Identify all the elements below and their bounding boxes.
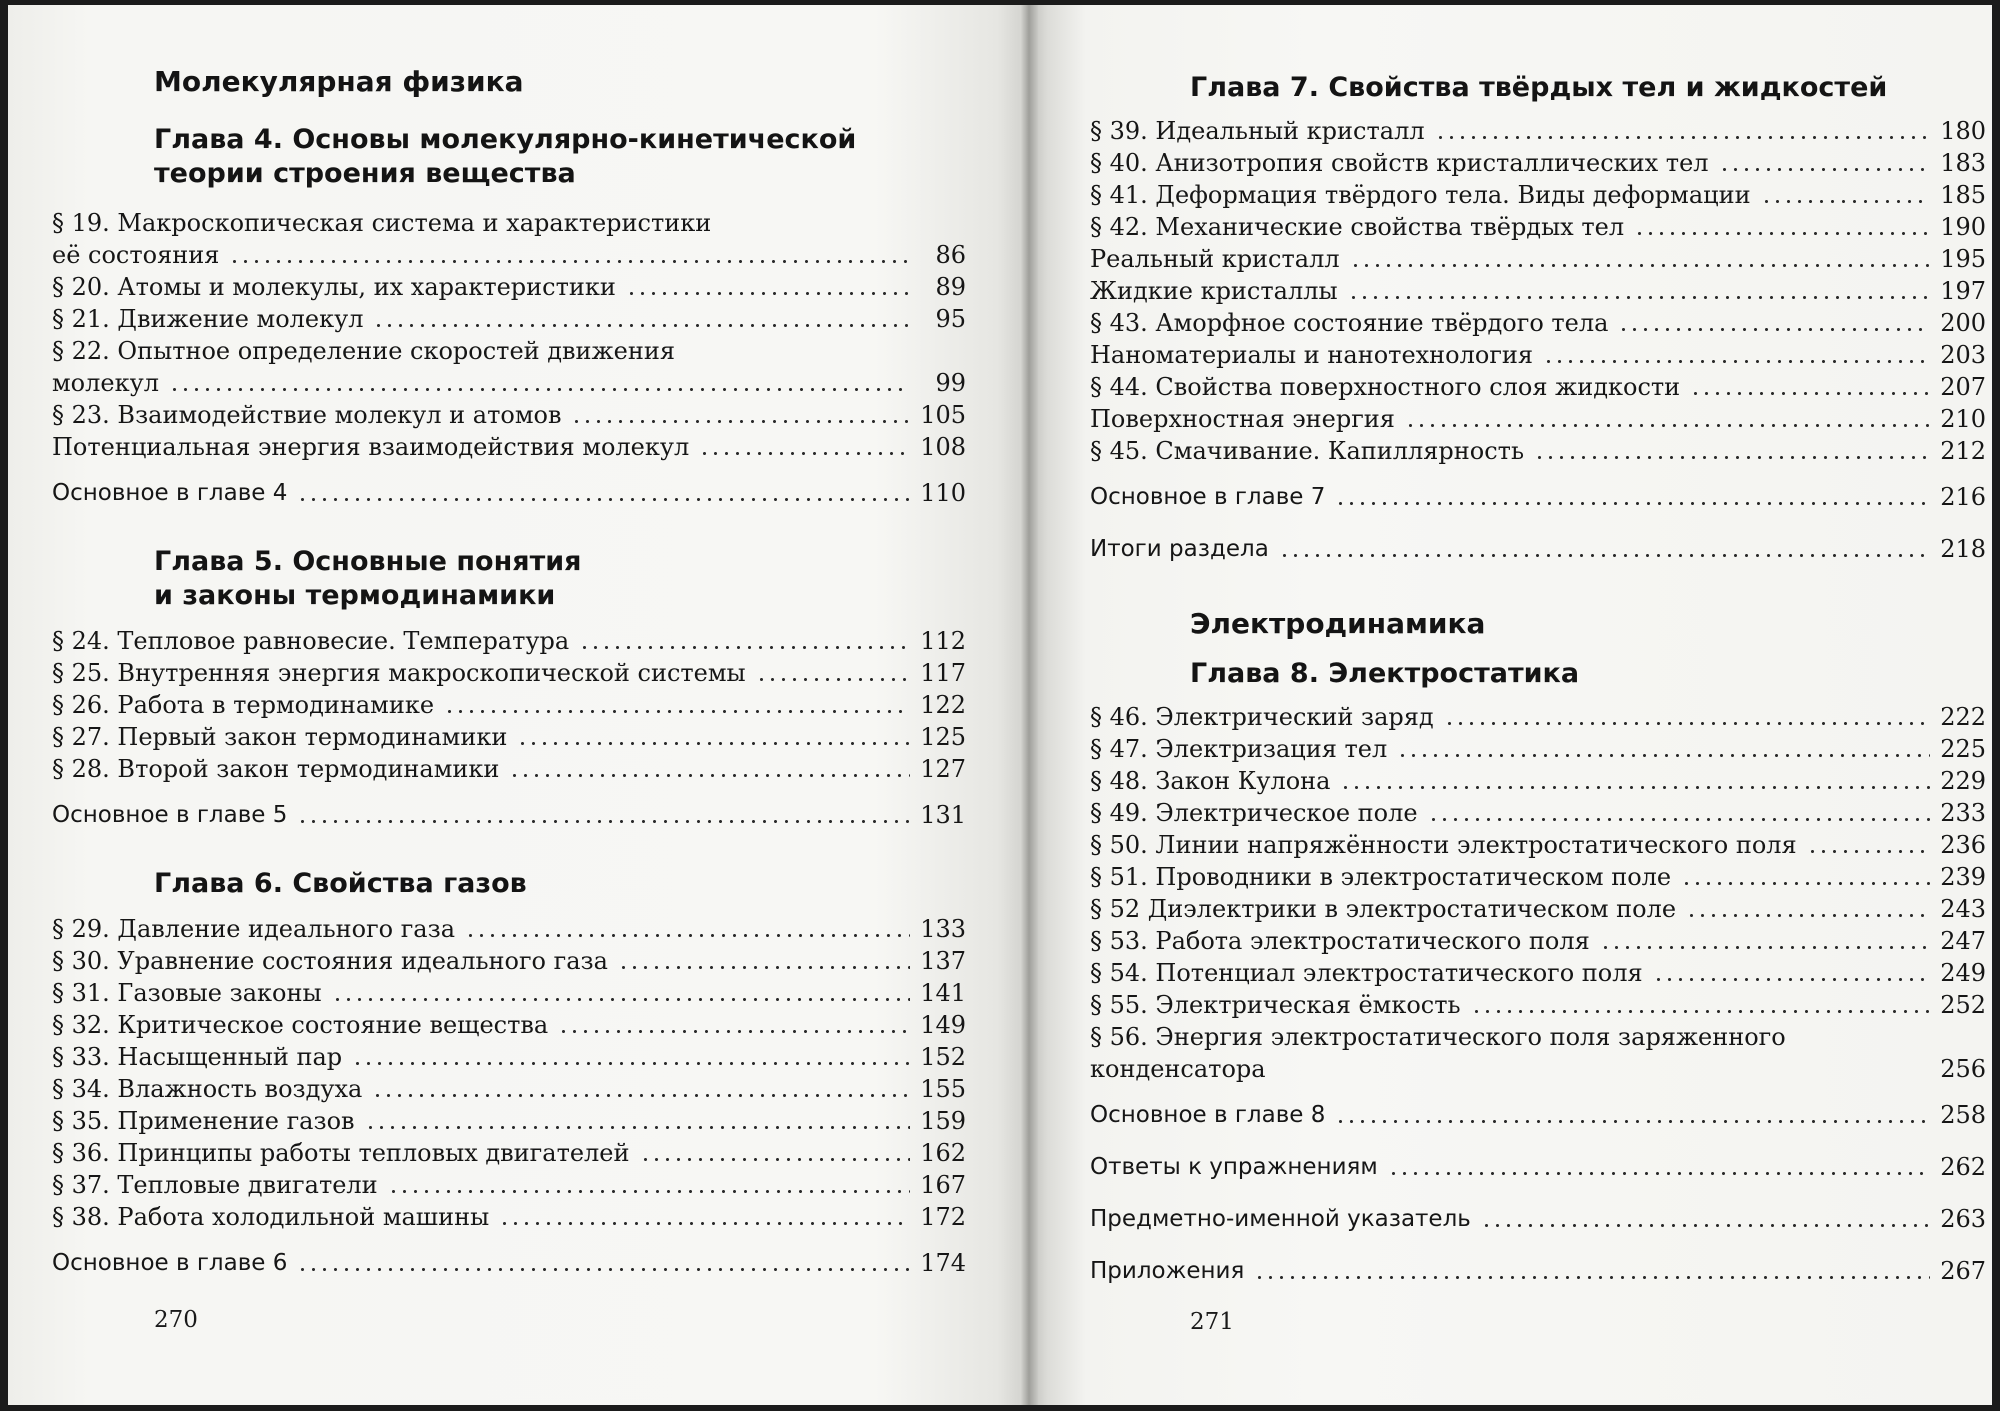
toc-page-number: 222 — [1940, 703, 1986, 731]
toc-page-number: 207 — [1940, 373, 1986, 401]
chapter-title-line: Глава 6. Свойства газов — [154, 868, 527, 899]
toc-entry[interactable] — [52, 625, 966, 657]
leader-dots — [169, 388, 910, 391]
toc-page-number: 247 — [1940, 927, 1986, 955]
toc-entry[interactable] — [52, 271, 966, 303]
chapter-summary-entry[interactable] — [1090, 481, 1986, 513]
leader-dots — [1481, 1224, 1930, 1227]
toc-entry[interactable] — [1090, 701, 1986, 733]
toc-entry-title: § 35. Применение газов — [52, 1107, 355, 1135]
toc-entry-title: § 36. Принципы работы тепловых двигателей — [52, 1139, 630, 1167]
toc-entry[interactable] — [1090, 243, 1986, 275]
toc-entry-title: Основное в главе 7 — [1090, 484, 1326, 510]
toc-entry[interactable] — [1090, 925, 1986, 957]
toc-entry-title: § 46. Электрический заряд — [1090, 703, 1434, 731]
toc-entry-title: § 52 Диэлектрики в электростатическом поле — [1090, 895, 1677, 923]
toc-entry-title: § 42. Механические свойства твёрдых тел — [1090, 213, 1625, 241]
toc-entry[interactable] — [52, 335, 966, 399]
leader-dots — [618, 966, 910, 969]
toc-entry-title: Наноматериалы и нанотехнология — [1090, 341, 1534, 369]
chapter-title-line: теории строения вещества — [154, 158, 576, 189]
toc-entry[interactable] — [52, 1105, 966, 1137]
toc-page-number: 133 — [920, 915, 966, 943]
toc-entry-title: её состояния — [52, 241, 220, 269]
toc-entry-title: § 28. Второй закон термодинамики — [52, 755, 500, 783]
toc-page-number: 249 — [1940, 959, 1986, 987]
right-page — [1028, 5, 1992, 1405]
section-title-molecular-physics: Молекулярная физика — [154, 65, 524, 98]
leader-dots — [1690, 392, 1930, 395]
toc-page-number: 195 — [1940, 245, 1986, 273]
page-number-right: 271 — [1190, 1309, 1234, 1335]
toc-page-number: 197 — [1940, 277, 1986, 305]
toc-entry-title: § 39. Идеальный кристалл — [1090, 117, 1425, 145]
toc-entry-title: § 33. Насыщенный пар — [52, 1043, 343, 1071]
leader-dots — [1335, 502, 1930, 505]
leader-dots — [297, 498, 910, 501]
toc-page-number: 180 — [1940, 117, 1986, 145]
leader-dots — [1807, 850, 1930, 853]
toc-entry-title: § 49. Электрическое поле — [1090, 799, 1418, 827]
leader-dots — [1350, 264, 1930, 267]
chapter-4-title — [154, 123, 856, 191]
toc-entry-title: Предметно-именной указатель — [1090, 1206, 1471, 1232]
leader-dots — [444, 710, 910, 713]
toc-page-number: 185 — [1940, 181, 1986, 209]
chapter-7-title — [1190, 71, 1887, 105]
toc-entry-title: Основное в главе 6 — [52, 1250, 288, 1276]
toc-entry-title: § 20. Атомы и молекулы, их характеристики — [52, 273, 616, 301]
toc-entry-title: § 29. Давление идеального газа — [52, 915, 456, 943]
leader-dots — [1254, 1276, 1930, 1279]
leader-dots — [1397, 754, 1930, 757]
toc-entry-title: § 19. Макроскопическая система и характеристики — [52, 209, 712, 237]
leader-dots — [699, 452, 910, 455]
leader-dots — [1634, 232, 1930, 235]
toc-page-number: 233 — [1940, 799, 1986, 827]
toc-page-number: 236 — [1940, 831, 1986, 859]
chapter-5-title — [154, 545, 581, 613]
toc-entry[interactable] — [1090, 371, 1986, 403]
toc-entry[interactable] — [52, 753, 966, 785]
toc-entry-title: § 48. Закон Кулона — [1090, 767, 1331, 795]
toc-page-number: 258 — [1940, 1101, 1986, 1129]
leader-dots — [1618, 328, 1930, 331]
toc-entry-title: § 22. Опытное определение скоростей движения — [52, 337, 675, 365]
toc-entry[interactable] — [52, 1041, 966, 1073]
toc-entry-title: § 37. Тепловые двигатели — [52, 1171, 378, 1199]
toc-entry-title: § 26. Работа в термодинамике — [52, 691, 435, 719]
toc-page-number: 167 — [920, 1171, 966, 1199]
chapter-summary-entry[interactable] — [1090, 1099, 1986, 1131]
toc-page-number: 117 — [920, 659, 966, 687]
toc-page-number: 159 — [920, 1107, 966, 1135]
leader-dots — [297, 1268, 910, 1271]
leader-dots — [626, 292, 910, 295]
toc-entry[interactable] — [52, 721, 966, 753]
toc-page-number: 125 — [920, 723, 966, 751]
toc-entry[interactable] — [1090, 179, 1986, 211]
leader-dots — [1471, 1010, 1930, 1013]
toc-entry[interactable] — [1090, 307, 1986, 339]
toc-entry[interactable] — [52, 657, 966, 689]
leader-dots — [1681, 882, 1930, 885]
chapter-title-line: Глава 8. Электростатика — [1190, 658, 1580, 689]
leader-dots — [1279, 554, 1930, 557]
leader-dots — [229, 260, 910, 263]
toc-page-number: 149 — [920, 1011, 966, 1039]
leader-dots — [571, 420, 910, 423]
toc-entry[interactable] — [52, 689, 966, 721]
toc-entry-title: Основное в главе 4 — [52, 480, 288, 506]
section-title-electrodynamics: Электродинамика — [1190, 607, 1486, 640]
toc-entry-title: § 56. Энергия электростатического поля заряженного — [1090, 1023, 1786, 1051]
chapter-summary-entry[interactable] — [52, 477, 966, 509]
leader-dots — [756, 678, 910, 681]
leader-dots — [1428, 818, 1930, 821]
toc-entry[interactable] — [1090, 1021, 1986, 1085]
toc-page-number: 263 — [1940, 1205, 1986, 1233]
toc-entry[interactable] — [1090, 765, 1986, 797]
toc-entry[interactable] — [52, 977, 966, 1009]
leader-dots — [1600, 946, 1930, 949]
toc-page-number: 229 — [1940, 767, 1986, 795]
leader-dots — [499, 1222, 910, 1225]
chapter-7-toc — [1090, 115, 1986, 565]
leader-dots — [1761, 200, 1930, 203]
toc-entry-title: § 25. Внутренняя энергия макроскопической системы — [52, 659, 746, 687]
chapter-summary-entry[interactable] — [52, 1247, 966, 1279]
leader-dots — [1335, 1120, 1930, 1123]
leader-dots — [365, 1126, 910, 1129]
leader-dots — [465, 934, 910, 937]
toc-page-number: 200 — [1940, 309, 1986, 337]
toc-entry-title: § 38. Работа холодильной машины — [52, 1203, 490, 1231]
leader-dots — [352, 1062, 910, 1065]
toc-entry[interactable] — [1090, 403, 1986, 435]
leader-dots — [297, 820, 910, 823]
toc-entry-title: § 31. Газовые законы — [52, 979, 322, 1007]
toc-page-number: 162 — [920, 1139, 966, 1167]
back-matter-entry[interactable] — [1090, 1151, 1986, 1183]
toc-entry-title: молекул — [52, 369, 159, 397]
chapter-title-line: и законы термодинамики — [154, 580, 556, 611]
toc-entry[interactable] — [1090, 989, 1986, 1021]
toc-page-number: 122 — [920, 691, 966, 719]
chapter-6-title — [154, 867, 527, 901]
toc-entry[interactable] — [1090, 339, 1986, 371]
toc-page-number: 112 — [920, 627, 966, 655]
leader-dots — [332, 998, 910, 1001]
toc-page-number: 183 — [1940, 149, 1986, 177]
toc-entry-title: § 47. Электризация тел — [1090, 735, 1388, 763]
toc-page-number: 155 — [920, 1075, 966, 1103]
toc-entry[interactable] — [1090, 211, 1986, 243]
toc-page-number: 89 — [935, 273, 966, 301]
toc-entry[interactable] — [1090, 861, 1986, 893]
chapter-5-toc — [52, 625, 966, 831]
chapter-title-line: Глава 7. Свойства твёрдых тел и жидкостей — [1190, 72, 1888, 103]
toc-entry[interactable] — [52, 207, 966, 271]
toc-entry-title: § 53. Работа электростатического поля — [1090, 927, 1590, 955]
toc-entry-title: Итоги раздела — [1090, 536, 1269, 562]
toc-entry[interactable] — [1090, 275, 1986, 307]
toc-entry[interactable] — [52, 1073, 966, 1105]
back-matter-entry[interactable] — [1090, 1203, 1986, 1235]
leader-dots — [640, 1158, 911, 1161]
toc-entry[interactable] — [1090, 797, 1986, 829]
toc-page-number: 172 — [920, 1203, 966, 1231]
leader-dots — [1653, 978, 1930, 981]
leader-dots — [388, 1190, 910, 1193]
toc-page-number: 152 — [920, 1043, 966, 1071]
toc-entry-title: § 54. Потенциал электростатического поля — [1090, 959, 1643, 987]
toc-entry[interactable] — [1090, 435, 1986, 467]
toc-entry-title: § 44. Свойства поверхностного слоя жидкости — [1090, 373, 1681, 401]
toc-entry[interactable] — [52, 431, 966, 463]
toc-entry[interactable] — [1090, 893, 1986, 925]
toc-page-number: 105 — [920, 401, 966, 429]
toc-entry-title: § 43. Аморфное состояние твёрдого тела — [1090, 309, 1609, 337]
toc-entry-title: § 55. Электрическая ёмкость — [1090, 991, 1461, 1019]
toc-page-number: 239 — [1940, 863, 1986, 891]
toc-entry[interactable] — [52, 303, 966, 335]
toc-entry-title: § 23. Взаимодействие молекул и атомов — [52, 401, 562, 429]
leader-dots — [1543, 360, 1930, 363]
toc-page-number: 212 — [1940, 437, 1986, 465]
leader-dots — [579, 646, 910, 649]
toc-entry-title: § 21. Движение молекул — [52, 305, 364, 333]
chapter-8-toc — [1090, 701, 1986, 1287]
toc-entry[interactable] — [52, 1201, 966, 1233]
toc-page-number: 256 — [1940, 1055, 1986, 1083]
leader-dots — [373, 324, 910, 327]
toc-page-number: 99 — [935, 369, 966, 397]
toc-entry[interactable] — [1090, 957, 1986, 989]
leader-dots — [1534, 456, 1930, 459]
toc-page-number: 108 — [920, 433, 966, 461]
leader-dots — [517, 742, 910, 745]
chapter-title-line: Глава 5. Основные понятия — [154, 546, 582, 577]
toc-entry-title: § 41. Деформация твёрдого тела. Виды деформации — [1090, 181, 1751, 209]
toc-entry-title: § 27. Первый закон термодинамики — [52, 723, 508, 751]
toc-entry-title: § 32. Критическое состояние вещества — [52, 1011, 549, 1039]
leader-dots — [1405, 424, 1930, 427]
leader-dots — [509, 774, 910, 777]
toc-page-number: 267 — [1940, 1257, 1986, 1285]
chapter-title-line: Глава 4. Основы молекулярно-кинетической — [154, 124, 857, 155]
toc-entry-title: Жидкие кристаллы — [1090, 277, 1338, 305]
toc-page-number: 95 — [935, 305, 966, 333]
toc-entry[interactable] — [52, 1137, 966, 1169]
toc-entry-title: Ответы к упражнениям — [1090, 1154, 1378, 1180]
toc-entry-title: § 30. Уравнение состояния идеального газа — [52, 947, 608, 975]
toc-page-number: 141 — [920, 979, 966, 1007]
toc-entry[interactable] — [1090, 733, 1986, 765]
book-spread — [8, 5, 1992, 1405]
toc-page-number: 210 — [1940, 405, 1986, 433]
chapter-8-title — [1190, 657, 1579, 691]
leader-dots — [1686, 914, 1930, 917]
toc-page-number: 86 — [935, 241, 966, 269]
toc-entry-title: Реальный кристалл — [1090, 245, 1340, 273]
chapter-summary-entry[interactable] — [52, 799, 966, 831]
leader-dots — [1719, 168, 1930, 171]
toc-page-number: 225 — [1940, 735, 1986, 763]
toc-entry[interactable] — [1090, 829, 1986, 861]
toc-page-number: 137 — [920, 947, 966, 975]
toc-page-number: 216 — [1940, 483, 1986, 511]
book-gutter — [1020, 5, 1038, 1405]
chapter-6-toc — [52, 913, 966, 1279]
toc-page-number: 262 — [1940, 1153, 1986, 1181]
toc-entry[interactable] — [1090, 115, 1986, 147]
toc-entry[interactable] — [52, 1169, 966, 1201]
leader-dots — [1444, 722, 1930, 725]
leader-dots — [1388, 1172, 1930, 1175]
toc-entry-title: § 45. Смачивание. Капиллярность — [1090, 437, 1525, 465]
toc-page-number: 190 — [1940, 213, 1986, 241]
left-page — [8, 5, 1028, 1405]
toc-entry-title: § 24. Тепловое равновесие. Температура — [52, 627, 570, 655]
toc-entry-title: Приложения — [1090, 1258, 1245, 1284]
toc-entry-title: § 51. Проводники в электростатическом поле — [1090, 863, 1672, 891]
leader-dots — [1348, 296, 1930, 299]
toc-entry[interactable] — [1090, 147, 1986, 179]
leader-dots — [558, 1030, 910, 1033]
toc-entry[interactable] — [52, 399, 966, 431]
toc-entry[interactable] — [52, 945, 966, 977]
leader-dots — [372, 1094, 910, 1097]
toc-page-number: 174 — [920, 1249, 966, 1277]
section-results-entry[interactable] — [1090, 533, 1986, 565]
page-number-left: 270 — [154, 1307, 198, 1333]
toc-page-number: 252 — [1940, 991, 1986, 1019]
toc-entry-title: Основное в главе 8 — [1090, 1102, 1326, 1128]
toc-entry-title: § 34. Влажность воздуха — [52, 1075, 363, 1103]
leader-dots — [1340, 786, 1930, 789]
toc-entry-title: Поверхностная энергия — [1090, 405, 1395, 433]
toc-entry-title: Потенциальная энергия взаимодействия молекул — [52, 433, 690, 461]
toc-page-number: 243 — [1940, 895, 1986, 923]
toc-entry[interactable] — [52, 913, 966, 945]
toc-entry-title: Основное в главе 5 — [52, 802, 288, 828]
toc-entry[interactable] — [52, 1009, 966, 1041]
chapter-4-toc — [52, 207, 966, 509]
toc-page-number: 127 — [920, 755, 966, 783]
toc-page-number: 110 — [920, 479, 966, 507]
toc-page-number: 131 — [920, 801, 966, 829]
leader-dots — [1435, 136, 1930, 139]
toc-entry-title: § 50. Линии напряжённости электростатического поля — [1090, 831, 1797, 859]
toc-page-number: 218 — [1940, 535, 1986, 563]
back-matter-entry[interactable] — [1090, 1255, 1986, 1287]
toc-entry-title: § 40. Анизотропия свойств кристаллических тел — [1090, 149, 1709, 177]
toc-page-number: 203 — [1940, 341, 1986, 369]
toc-entry-title: конденсатора — [1090, 1055, 1266, 1083]
